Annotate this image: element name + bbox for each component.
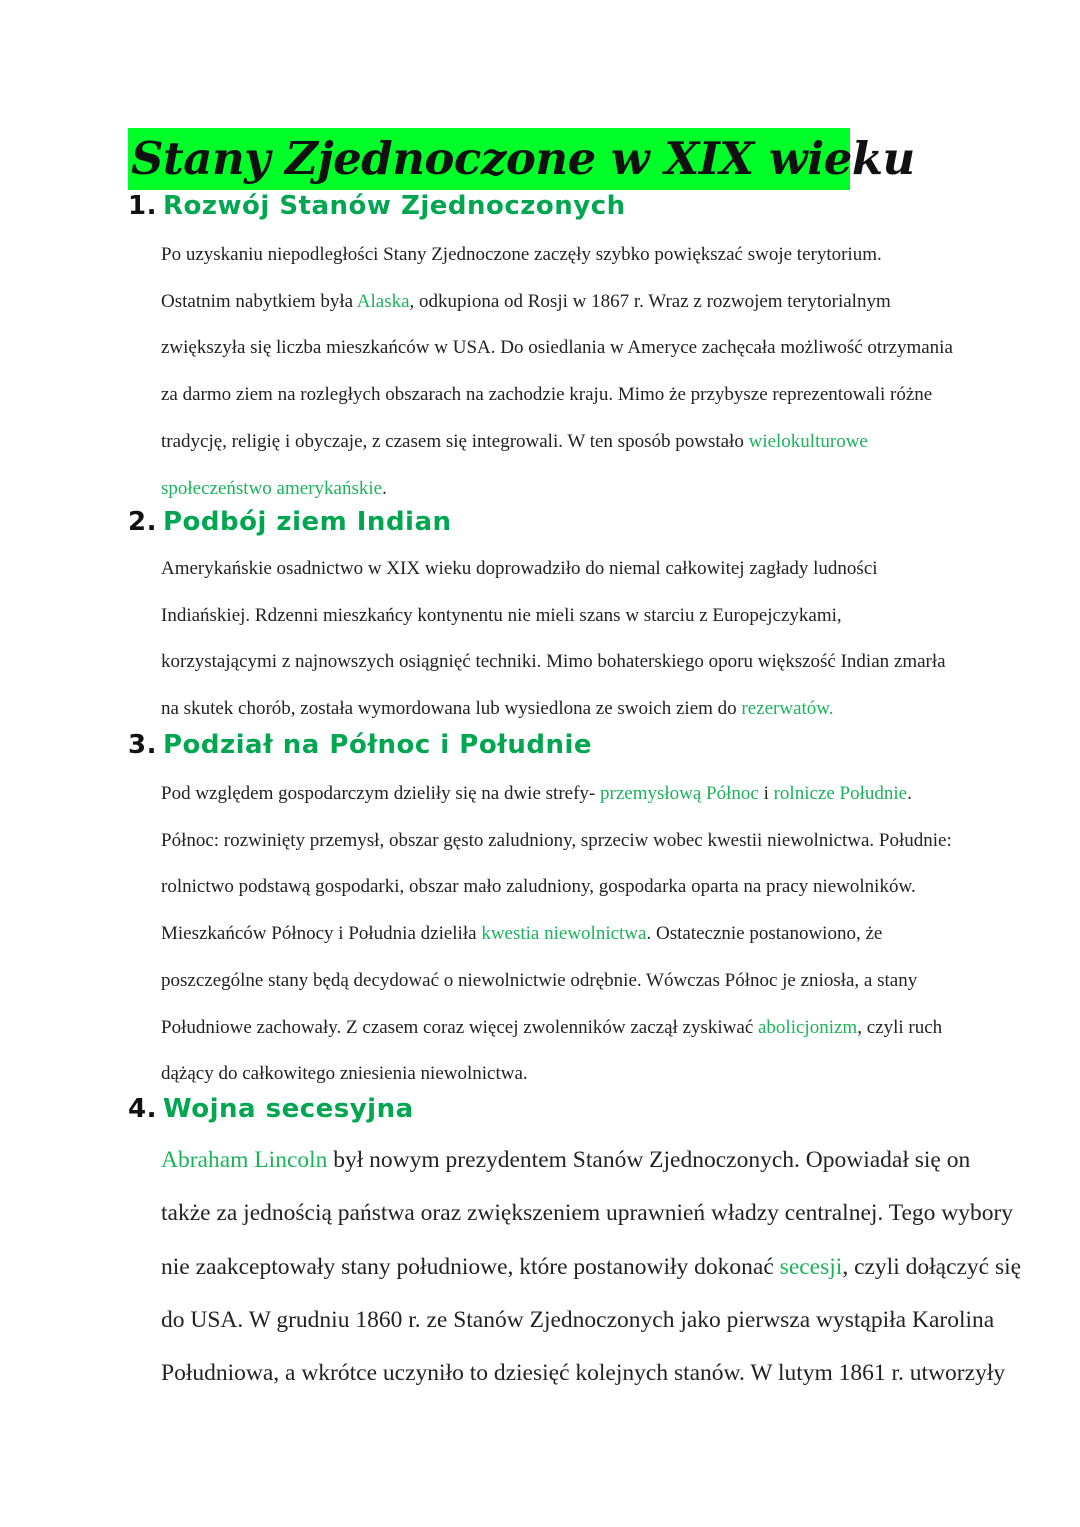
text-line: rolnictwo podstawą gospodarki, obszar mało zaludniony, gospodarka oparta na pracy niewolników. bbox=[161, 876, 916, 898]
key-term: kwestia niewolnictwa bbox=[481, 923, 647, 945]
page-title: Stany Zjednoczone w XIX wieku bbox=[128, 128, 850, 190]
section-heading bbox=[128, 188, 626, 224]
text-line: Indiańskiej. Rdzenni mieszkańcy kontynentu nie mieli szans w starciu z Europejczykami, bbox=[161, 604, 842, 626]
text-line: Po uzyskaniu niepodległości Stany Zjednoczone zaczęły szybko powiększać swoje terytorium. bbox=[161, 244, 882, 265]
section-number: 4. bbox=[128, 1094, 157, 1124]
text-line: Pod względem gospodarczym dzieliły się na dwie strefy- przemysłową Północ i rolnicze Południe. bbox=[161, 783, 912, 804]
text-line: za darmo ziem na rozległych obszarach na zachodzie kraju. Mimo że przybysze reprezentowali różne bbox=[161, 384, 933, 406]
key-term: przemysłową Północ bbox=[600, 783, 759, 804]
text-line: Południowe zachowały. Z czasem coraz więcej zwolenników zaczął zyskiwać abolicjonizm, czyli ruch bbox=[161, 1016, 943, 1038]
text-line: korzystającymi z najnowszych osiągnięć techniki. Mimo bohaterskiego oporu większość Indian zmarła bbox=[161, 651, 946, 673]
key-term: Abraham Lincoln bbox=[161, 1147, 328, 1173]
text-line: do USA. W grudniu 1860 r. ze Stanów Zjednoczonych jako pierwsza wystąpiła Karolina bbox=[161, 1306, 995, 1333]
text-line: tradycję, religię i obyczaje, z czasem się integrowali. W ten sposób powstało wielokulturowe bbox=[161, 430, 868, 452]
text-line: także za jednością państwa oraz zwiększeniem uprawnień władzy centralnej. Tego wybory bbox=[161, 1200, 1014, 1227]
section-paragraph bbox=[161, 546, 961, 733]
key-term: rolnicze Południe bbox=[773, 783, 908, 804]
text-line: Amerykańskie osadnictwo w XIX wieku doprowadziło do niemal całkowitej zagłady ludności bbox=[161, 558, 878, 579]
key-term: secesji bbox=[779, 1253, 843, 1280]
section-title: Podział na Północ i Południe bbox=[162, 730, 593, 760]
text-line: społeczeństwo amerykańskie. bbox=[161, 477, 387, 499]
section-heading bbox=[128, 1091, 414, 1127]
key-term: rezerwatów. bbox=[741, 698, 834, 720]
text-line: na skutek chorób, została wymordowana lub wysiedlona ze swoich ziem do rezerwatów. bbox=[161, 698, 834, 720]
section-paragraph bbox=[161, 1134, 1022, 1400]
text-line: zwiększyła się liczba mieszkańców w USA. Do osiedlania w Ameryce zachęcała możliwość otrzymania bbox=[161, 337, 953, 359]
key-term: społeczeństwo amerykańskie bbox=[161, 477, 383, 499]
key-term: abolicjonizm bbox=[758, 1016, 858, 1038]
text-line: dążący do całkowitego zniesienia niewolnictwa. bbox=[161, 1063, 528, 1085]
key-term: wielokulturowe bbox=[748, 430, 868, 452]
text-line: Abraham Lincoln był nowym prezydentem Stanów Zjednoczonych. Opowiadał się on bbox=[161, 1147, 971, 1173]
section-number: 3. bbox=[128, 730, 157, 760]
text-line: nie zaakceptowały stany południowe, które postanowiły dokonać secesji, czyli dołączyć się bbox=[161, 1253, 1022, 1280]
section-title: Rozwój Stanów Zjednoczonych bbox=[162, 191, 626, 221]
section-heading bbox=[128, 504, 452, 540]
section-title: Podbój ziem Indian bbox=[162, 507, 452, 537]
text-line: Południowa, a wkrótce uczyniło to dziesięć kolejnych stanów. W lutym 1861 r. utworzyły bbox=[161, 1360, 1006, 1387]
text-line: Północ: rozwinięty przemysł, obszar gęsto zaludniony, sprzeciw wobec kwestii niewolnictwa. Południe: bbox=[161, 829, 952, 851]
section-heading bbox=[128, 727, 592, 763]
text-line: Ostatnim nabytkiem była Alaska, odkupiona od Rosji w 1867 r. Wraz z rozwojem terytorialnym bbox=[161, 290, 891, 312]
section-title: Wojna secesyjna bbox=[162, 1094, 414, 1124]
text-line: poszczególne stany będą decydować o niewolnictwie odrębnie. Wówczas Północ je zniosła, a stany bbox=[161, 969, 918, 991]
section-paragraph bbox=[161, 232, 961, 512]
section-number: 2. bbox=[128, 507, 157, 537]
section-paragraph bbox=[161, 771, 961, 1098]
text-line: Mieszkańców Północy i Południa dzieliła kwestia niewolnictwa. Ostatecznie postanowiono, że bbox=[161, 923, 883, 945]
section-number: 1. bbox=[128, 191, 157, 221]
key-term: Alaska bbox=[356, 290, 410, 312]
